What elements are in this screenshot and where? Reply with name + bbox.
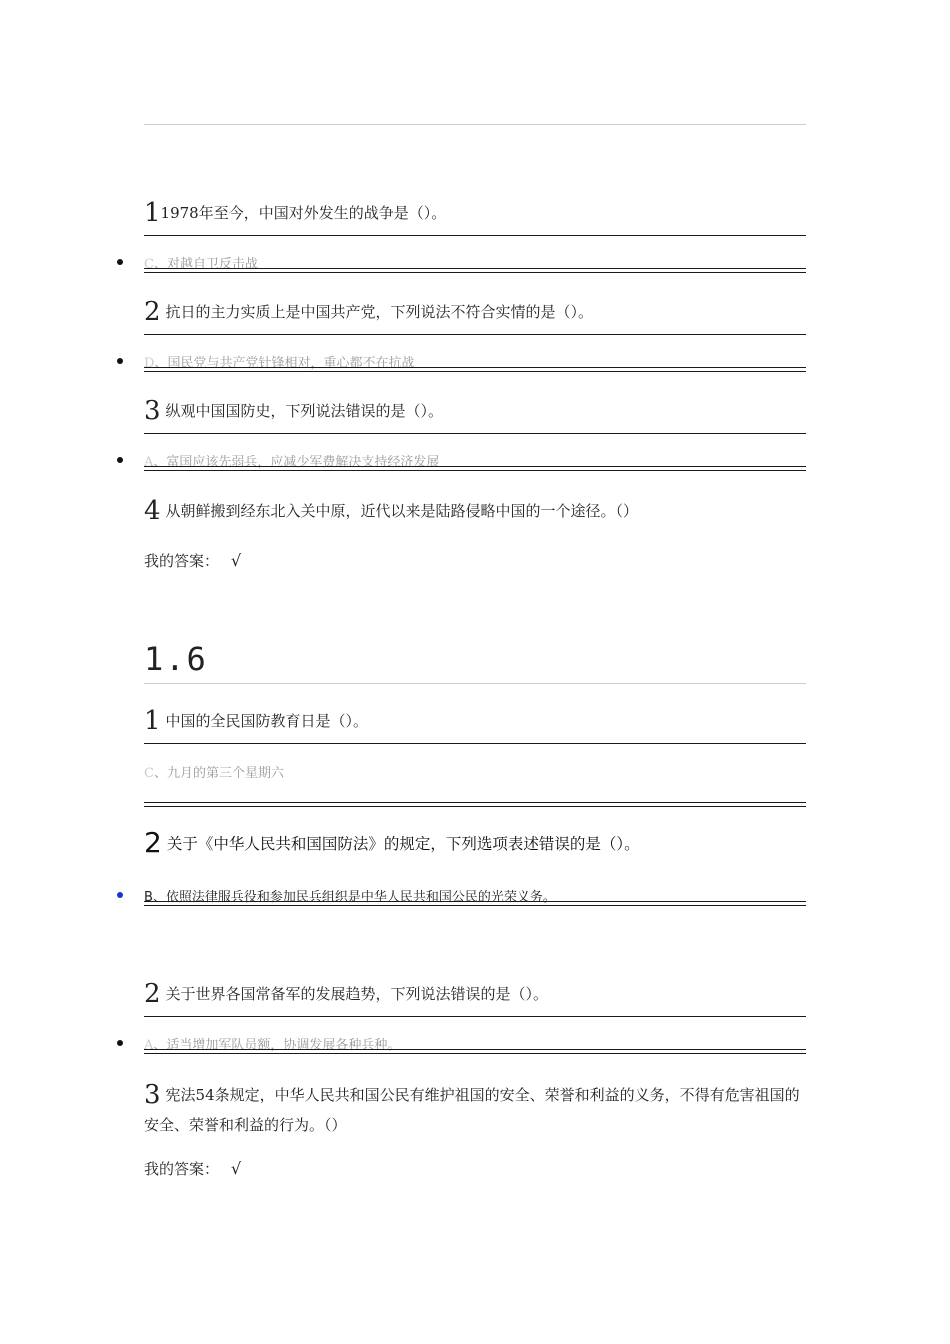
question-1-4: [144, 497, 804, 525]
answer-underline: [144, 1049, 806, 1054]
question-1-3: [144, 397, 804, 425]
section-divider: [144, 683, 806, 684]
answer-letter: C: [144, 766, 154, 781]
bullet-icon: [117, 892, 123, 898]
answer-text: 、适当增加军队员额，协调发展各种兵种。: [153, 1038, 401, 1053]
answer-text: 、对越自卫反击战: [153, 257, 258, 272]
answer-letter: B: [144, 890, 153, 905]
question-underline: [144, 433, 806, 434]
answer-text: 、富国应该先弱兵，应减少军费解决支持经济发展: [153, 455, 440, 470]
question-underline: [144, 743, 806, 744]
my-answer: [144, 1158, 241, 1179]
question-number: 4: [144, 496, 161, 526]
answer-2-1: [144, 762, 806, 781]
top-divider: [144, 124, 806, 125]
section-title: 1.6: [144, 640, 208, 678]
question-2-3: [144, 980, 804, 1008]
question-text: 中国的全民国防教育日是（）。: [165, 712, 369, 730]
bullet-icon: [117, 1040, 123, 1046]
answer-underline: [144, 466, 806, 471]
question-2-4: [144, 1080, 804, 1140]
question-number: 1: [144, 198, 161, 228]
my-answer-label: 我的答案：: [144, 552, 220, 570]
bullet-icon: [117, 358, 123, 364]
check-mark-icon: √: [231, 1159, 242, 1178]
my-answer: [144, 550, 241, 571]
answer-letter: A: [144, 1038, 154, 1053]
question-text: 宪法54条规定，中华人民共和国公民有维护祖国的安全、荣誉和利益的义务，不得有危害祖国的安全、荣誉和利益的行为。（）: [144, 1086, 800, 1134]
question-number: 3: [144, 396, 161, 426]
answer-text: 、九月的第三个星期六: [153, 766, 284, 781]
question-text: 关于世界各国常备军的发展趋势，下列说法错误的是（）。: [165, 985, 549, 1003]
question-1-2: [144, 298, 804, 326]
question-text: 抗日的主力实质上是中国共产党，下列说法不符合实情的是（）。: [165, 303, 594, 321]
answer-text: 、依照法律服兵役和参加民兵组织是中华人民共和国公民的光荣义务。: [152, 890, 556, 905]
question-number: 2: [144, 826, 162, 859]
question-number: 1: [144, 706, 161, 736]
question-1-1: [144, 199, 804, 227]
check-mark-icon: √: [231, 551, 242, 570]
answer-underline: [144, 901, 806, 906]
question-text: 1978年至今，中国对外发生的战争是（）。: [160, 204, 447, 222]
question-underline: [144, 334, 806, 335]
answer-underline: [144, 367, 806, 372]
answer-letter: C: [144, 257, 154, 272]
answer-underline: [144, 802, 806, 807]
question-underline: [144, 1016, 806, 1017]
question-2-1: [144, 707, 804, 735]
my-answer-label: 我的答案：: [144, 1160, 220, 1178]
question-text: 从朝鲜搬到经东北入关中原，近代以来是陆路侵略中国的一个途径。（）: [165, 502, 639, 520]
answer-text: 、国民党与共产党针锋相对，重心都不在抗战: [154, 356, 415, 371]
question-underline: [144, 235, 806, 236]
question-number: 2: [144, 979, 161, 1009]
bullet-icon: [117, 457, 123, 463]
bullet-icon: [117, 259, 123, 265]
question-text: 关于《中华人民共和国国防法》的规定，下列选项表述错误的是（）。: [166, 835, 640, 853]
question-number: 2: [144, 297, 161, 327]
answer-underline: [144, 268, 806, 273]
question-number: 3: [144, 1080, 161, 1110]
question-text: 纵观中国国防史，下列说法错误的是（）。: [165, 402, 444, 420]
answer-letter: D: [144, 356, 155, 371]
question-2-2: [144, 826, 804, 859]
answer-letter: A: [144, 455, 154, 470]
